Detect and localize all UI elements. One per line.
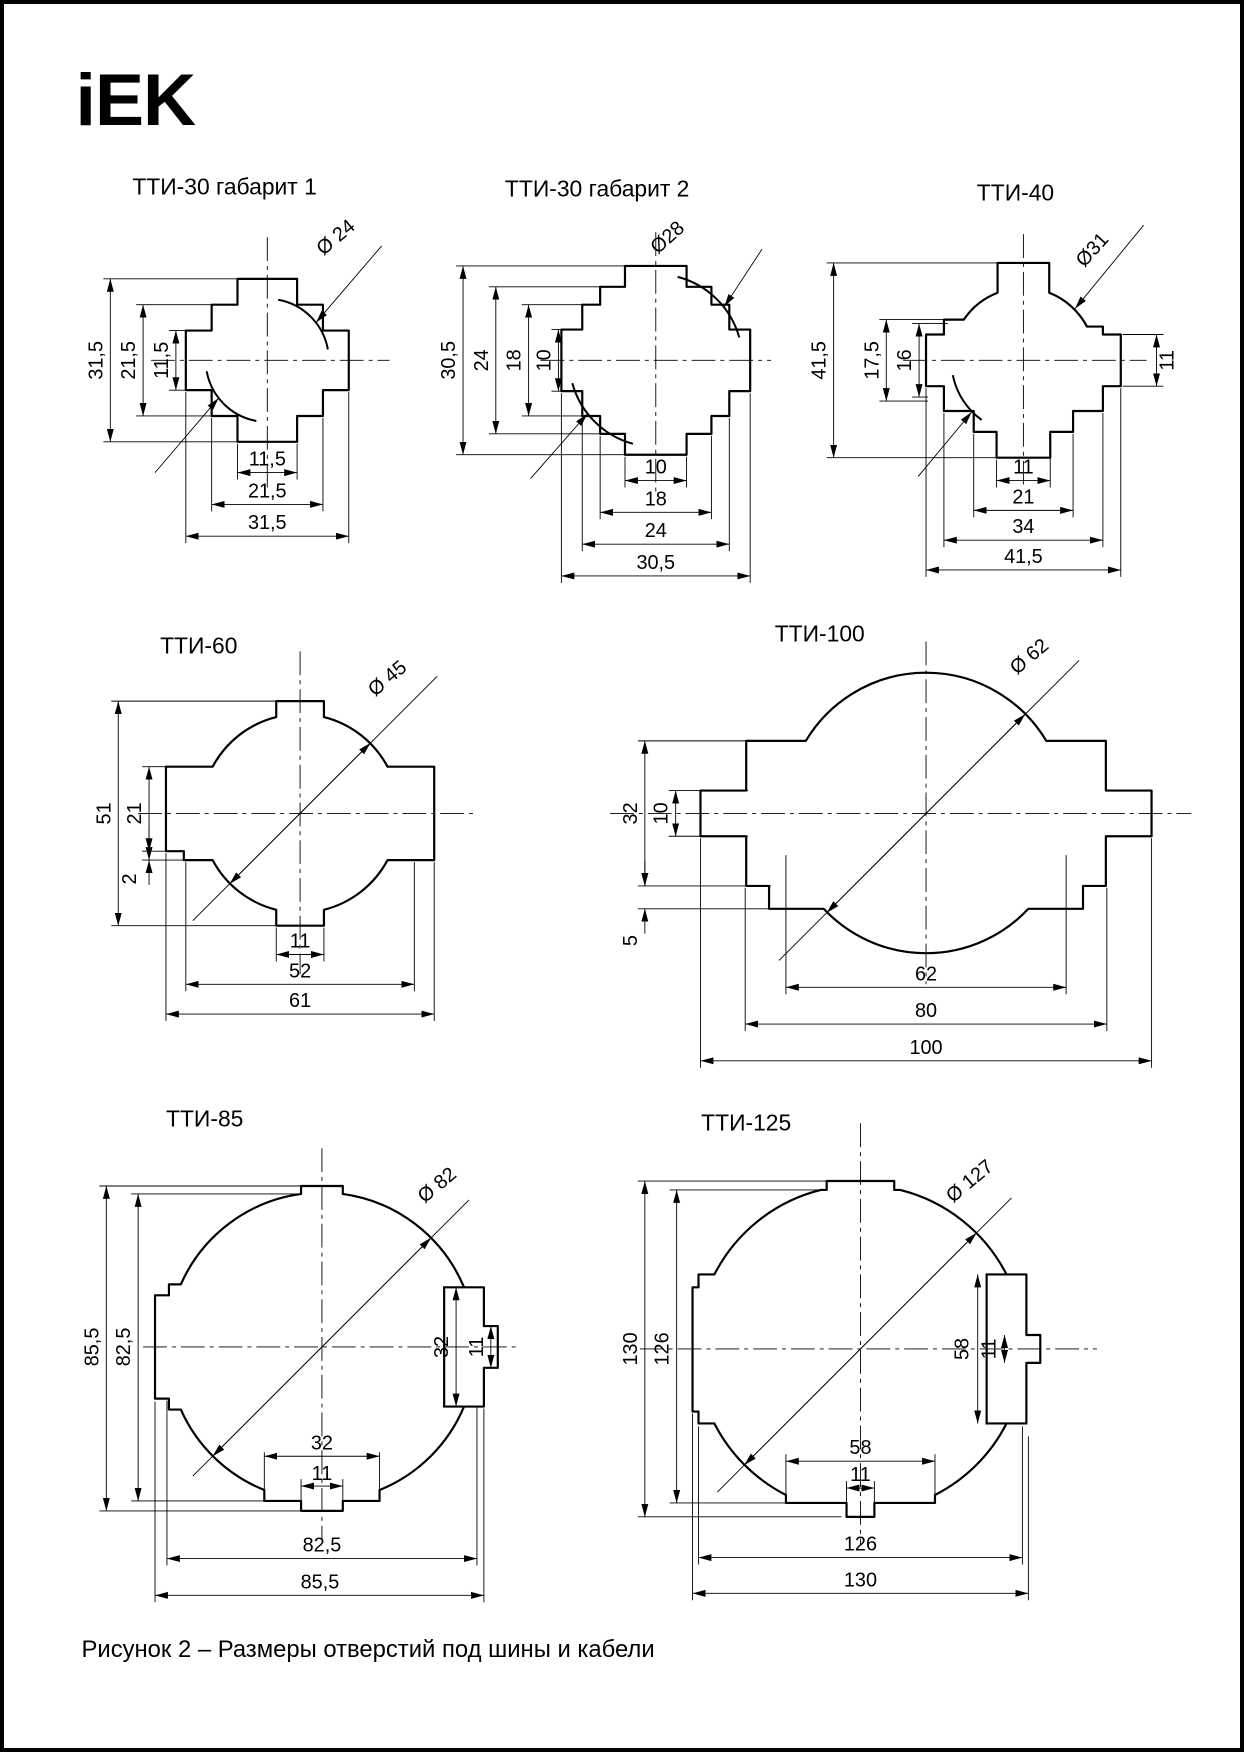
dim-label: 5 [619,935,642,947]
dim-label: 10 [644,456,667,479]
dim-label: 24 [470,349,493,372]
diameter-line [779,660,1079,960]
figure-tti-60 [93,632,476,1021]
dim-label: 126 [843,1533,878,1556]
diameter-label: Ø28 [646,216,689,259]
diameter-label: Ø 62 [1005,634,1054,680]
centerlines [610,642,1191,985]
dim-label: 11 [978,1338,1001,1360]
iek-logo: iEK [75,57,196,141]
dim-label: 34 [1012,516,1035,539]
dim-label: 21 [124,802,147,825]
dim-label: 21,5 [247,480,287,503]
technical-drawing [4,4,1240,1748]
dim-label: 126 [651,1332,674,1366]
dim-label: 21 [1012,486,1035,509]
dim-label: 21,5 [118,341,141,380]
dim-label: 85,5 [300,1571,340,1594]
dim-label: 30,5 [438,341,461,380]
diameter-label: Ø 45 [364,656,412,701]
figure-tti-100 [610,621,1191,1068]
figure-title: ТТИ-100 [774,620,865,647]
dim-label: 18 [503,349,526,372]
dim-label: 51 [93,802,116,825]
figure-tti-40 [809,179,1179,577]
figure-caption: Рисунок 2 – Размеры отверстий под шины и кабели [81,1635,655,1663]
dim-label: 11 [465,1336,488,1358]
dim-label: 11,5 [150,341,173,379]
dim-label: 32 [310,1432,333,1455]
dim-label: 2 [119,873,142,885]
dim-label: 80 [914,1000,938,1023]
figure-title: ТТИ-60 [160,632,238,659]
dim-label: 10 [650,802,673,825]
figure-title: ТТИ-30 габарит 1 [132,173,317,200]
figure-title: ТТИ-30 габарит 2 [504,175,690,202]
extension-lines [99,1186,484,1602]
dim-label: 16 [894,349,917,372]
dim-label: 11,5 [248,448,286,471]
figure-tti-30-gabarit-2 [438,175,771,582]
dim-label: 61 [289,990,312,1013]
dim-label: 52 [289,960,312,983]
dim-label: 11 [311,1463,333,1486]
diameter-leader [155,398,219,473]
figure-tti-125 [620,1109,1097,1600]
dim-label: 11 [850,1464,871,1487]
dim-label: 31,5 [85,341,108,380]
dim-label: 10 [533,349,556,372]
figure-title: ТТИ-125 [701,1109,792,1136]
dim-label: 11 [1156,350,1179,371]
figure-tti-30-gabarit-1 [85,173,389,543]
diameter-label: Ø31 [1071,228,1114,272]
figure-title: ТТИ-40 [976,179,1055,206]
extension-lines [456,266,750,583]
dim-label: 24 [644,520,667,543]
cable-circle-arc [953,375,982,420]
dim-label: 18 [644,488,667,511]
dim-label: 82,5 [113,1327,136,1367]
diameter-line [193,676,437,920]
dim-label: 11 [289,930,311,953]
centerlines [903,234,1146,484]
diameter-label: Ø 82 [413,1163,461,1208]
extension-lines [638,1181,1028,1600]
dim-label: 58 [951,1337,974,1360]
dim-label: 41,5 [1004,546,1043,569]
dim-label: 32 [431,1335,454,1358]
dim-label: 32 [619,802,642,825]
dim-label: 130 [619,1332,642,1366]
diameter-label: Ø 127 [942,1155,998,1208]
dim-label: 31,5 [247,512,287,535]
diameter-leader [724,249,762,307]
dim-label: 100 [909,1036,943,1059]
extension-lines [827,263,1164,577]
dim-label: 30,5 [636,551,676,574]
diameter-label: Ø 24 [312,215,360,260]
dim-label: 41,5 [808,341,831,380]
figure-title: ТТИ-85 [166,1105,244,1132]
dim-label: 130 [843,1569,878,1592]
dim-label: 85,5 [81,1327,104,1367]
dim-label: 11 [1013,456,1034,479]
diameter-leader [531,414,588,479]
dim-label: 82,5 [302,1534,342,1557]
dim-label: 17,5 [861,341,884,380]
dim-label: 58 [849,1437,872,1460]
figure-tti-85 [81,1105,520,1602]
dim-label: 62 [914,963,938,986]
